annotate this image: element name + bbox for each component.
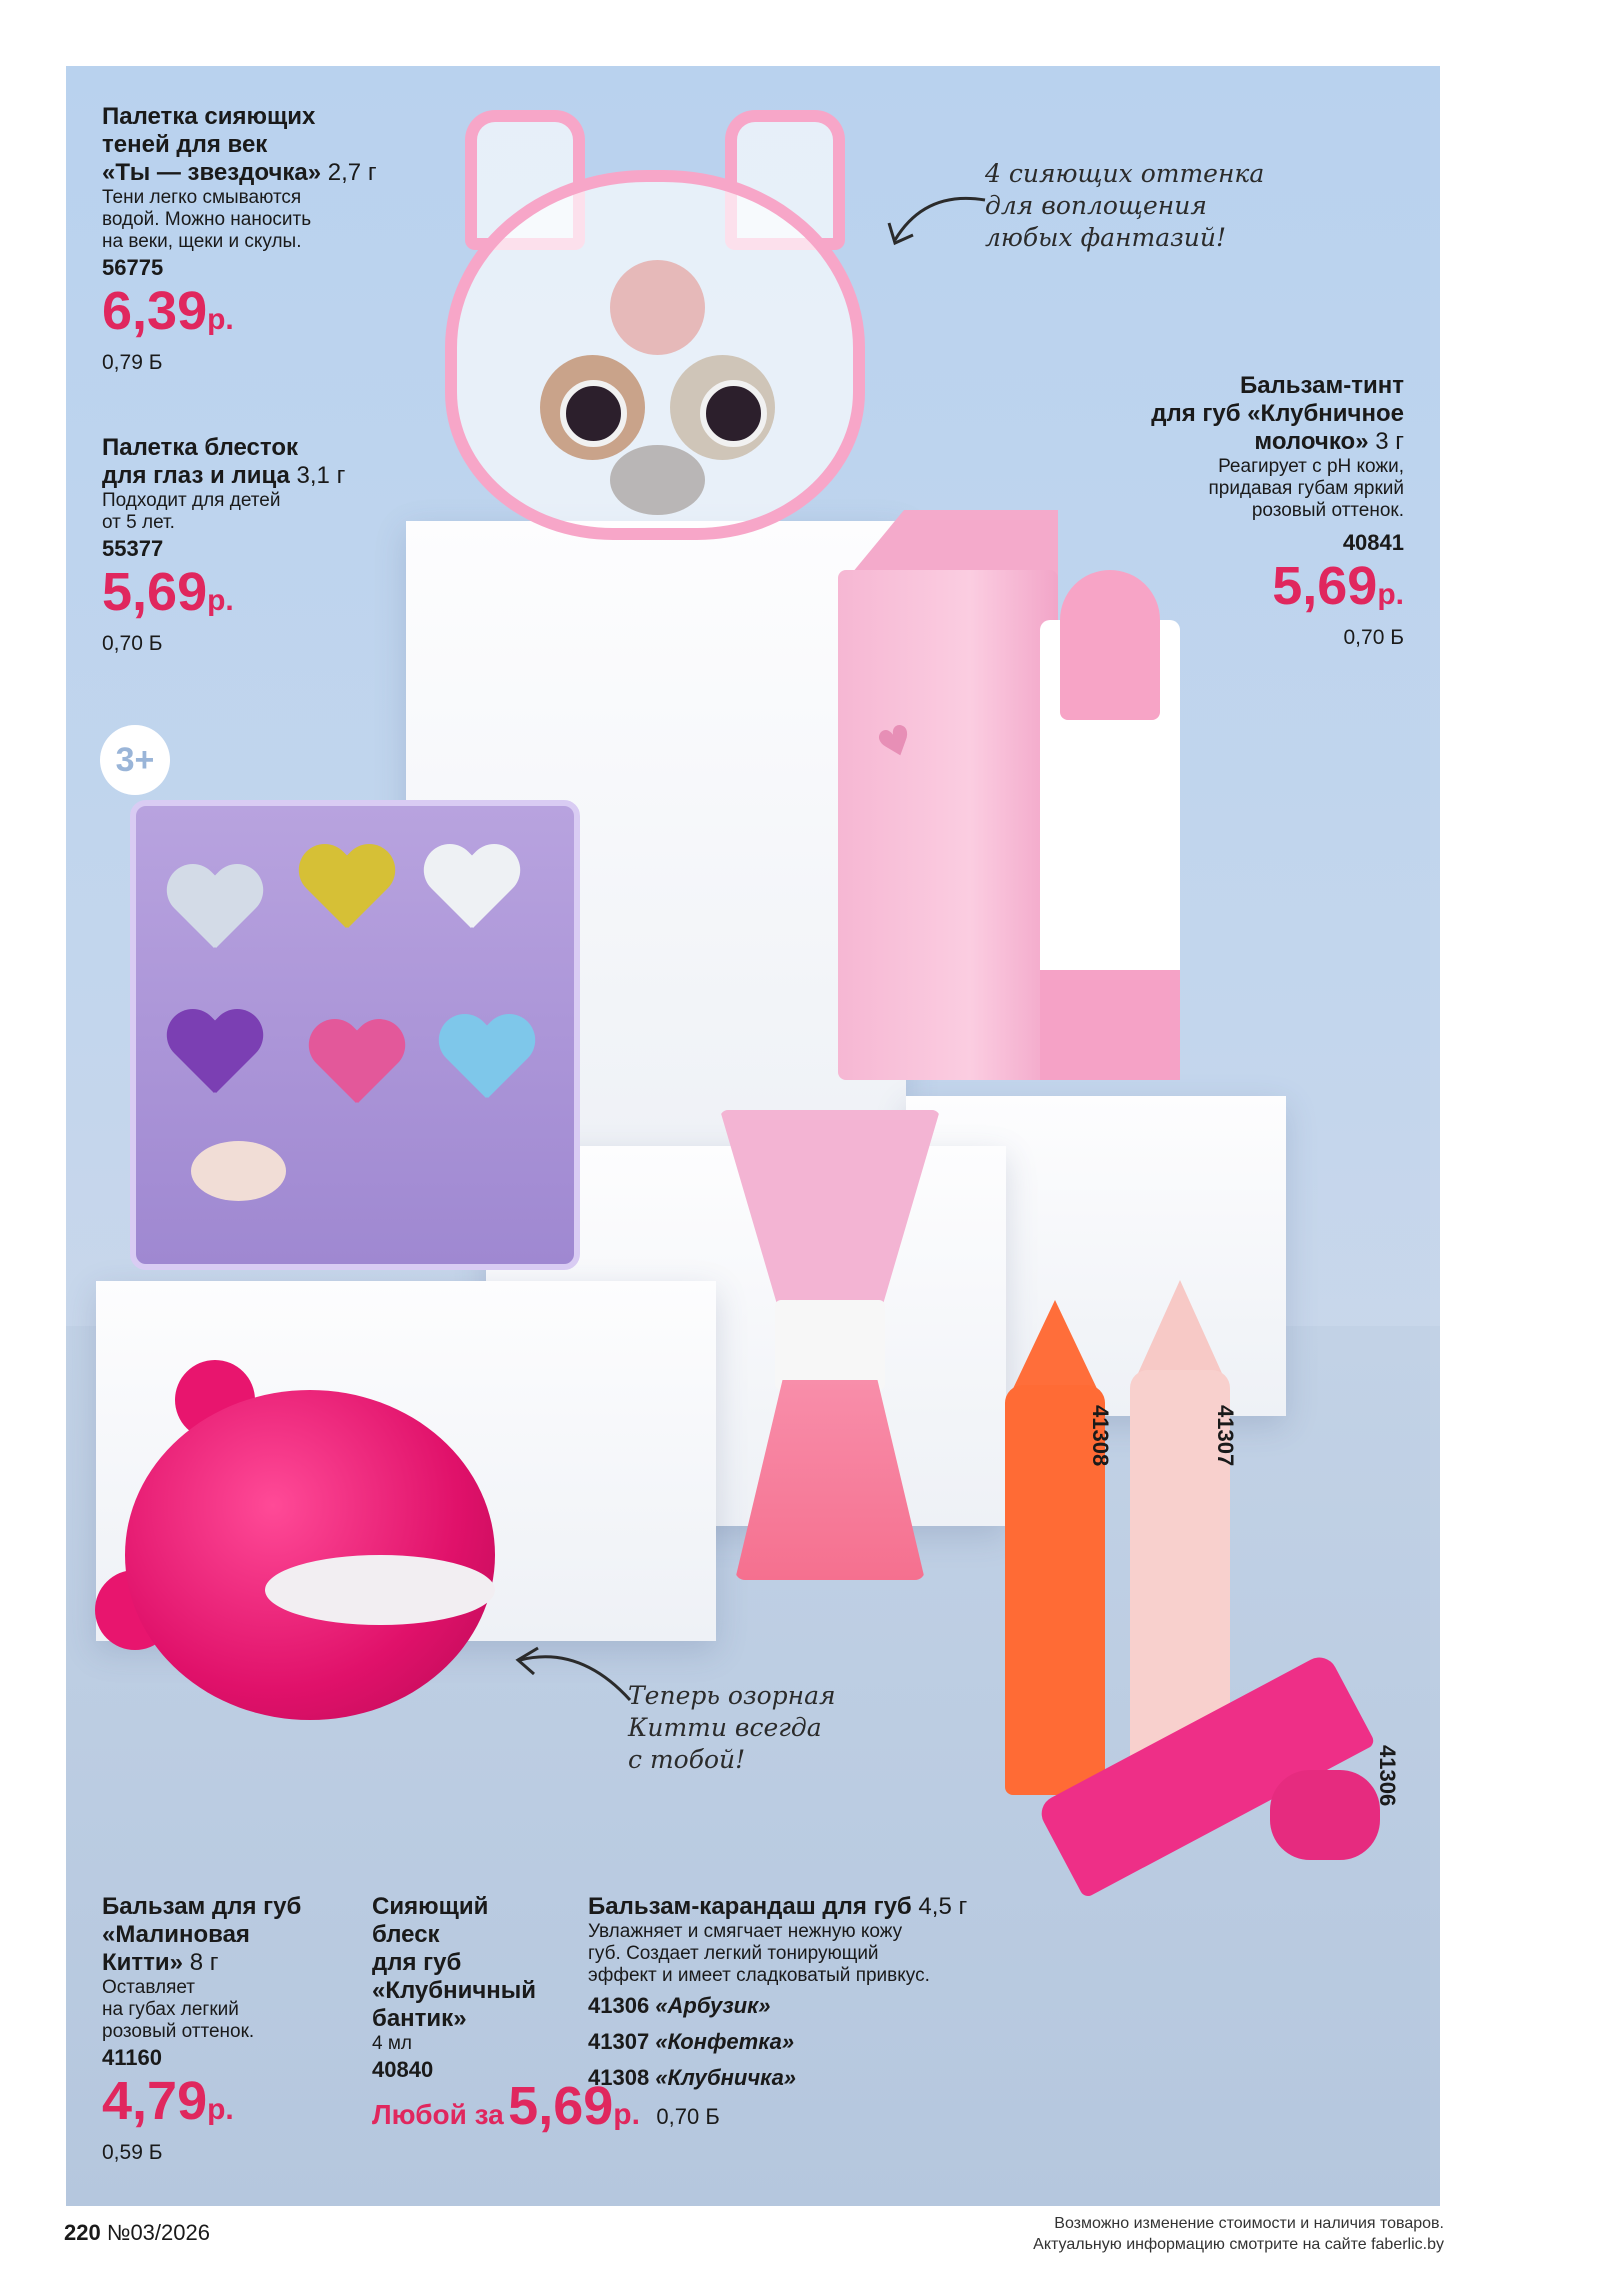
kitty-points: 0,59 Б	[102, 2141, 163, 2164]
glitter-code: 55377	[102, 536, 164, 561]
age-badge: 3+	[100, 725, 170, 795]
eyeshadow-points: 0,79 Б	[102, 351, 163, 374]
gloss-title-line2: блеск	[372, 1921, 440, 1948]
glitter-blue-icon	[436, 1016, 536, 1106]
callout-shades	[985, 158, 1325, 254]
crayon-variant-code: 41308	[588, 2065, 650, 2090]
shadow-pan-rose	[610, 260, 705, 355]
any-offer-label: Любой за	[372, 2099, 504, 2130]
eyeshadow-title-line1: Палетка сияющих	[102, 103, 316, 130]
glitter-price: 5,69	[102, 562, 208, 622]
kitty-title-line1: Бальзам для губ	[102, 1893, 302, 1920]
glitter-currency: р.	[207, 584, 234, 617]
glitter-palette-image	[130, 800, 580, 1270]
kitty-currency: р.	[207, 2093, 234, 2126]
page-number: 220	[64, 2220, 101, 2245]
gloss-title-line1: Сияющий	[372, 1893, 489, 1920]
glitter-purple-icon	[164, 1011, 264, 1101]
glitter-silver-icon	[164, 866, 264, 956]
callout-kitty-arrow-icon	[500, 1640, 640, 1720]
glitter-desc-line1: Подходит для детей	[102, 490, 281, 511]
tint-title-line1: Бальзам-тинт	[1239, 372, 1404, 399]
eyeshadow-price: 6,39	[102, 281, 208, 341]
any-offer-price: 5,69	[508, 2076, 614, 2136]
glitter-gold-icon	[296, 846, 396, 936]
milk-carton-image	[838, 570, 1058, 1080]
lip-gloss-neck	[775, 1300, 885, 1390]
callout-kitty-line3: с тобой!	[628, 1745, 746, 1774]
gloss-product	[372, 1893, 572, 2083]
cat-eye-right-icon	[700, 380, 767, 447]
footer-disclaimer	[884, 2213, 1444, 2255]
tint-title-line3: молочко»	[1254, 428, 1369, 455]
any-offer-currency: р.	[613, 2098, 640, 2131]
eyeshadow-weight: 2,7 г	[327, 159, 377, 186]
tint-title-line2: для губ «Клубничное	[1151, 400, 1404, 427]
kitty-price: 4,79	[102, 2071, 208, 2131]
highlighter-pan	[191, 1141, 286, 1201]
crayon-variant-name: «Арбузик»	[655, 1993, 771, 2018]
kitty-balm-surface	[265, 1555, 495, 1625]
glitter-points: 0,70 Б	[102, 632, 163, 655]
crayon-variant	[588, 2029, 1108, 2055]
callout-shades-line2: для воплощения	[985, 191, 1207, 220]
callout-kitty-line2: Китти всегда	[628, 1713, 822, 1742]
eyeshadow-desc-line2: водой. Можно наносить	[102, 209, 312, 230]
eyeshadow-desc-line3: на веки, щеки и скулы.	[102, 231, 302, 252]
crayon-weight: 4,5 г	[918, 1893, 968, 1920]
kitty-weight: 8 г	[189, 1949, 219, 1976]
crayon-label-41307: 41307	[1213, 1405, 1238, 1467]
crayon-label-41308: 41308	[1088, 1405, 1113, 1467]
glitter-product	[102, 434, 422, 657]
gloss-code: 40840	[372, 2057, 434, 2082]
tint-points: 0,70 Б	[1343, 626, 1404, 649]
footer-note-line1: Возможно изменение стоимости и наличия товаров.	[1054, 2215, 1444, 2232]
crayon-pink-cap	[1270, 1770, 1380, 1860]
crayon-label-41306: 41306	[1375, 1745, 1400, 1807]
kitty-desc-line2: на губах легкий	[102, 1999, 239, 2020]
crayon-title: Бальзам-карандаш для губ	[588, 1893, 912, 1920]
crayon-desc-line2: губ. Создает легкий тонирующий	[588, 1943, 879, 1964]
crayon-variant-name: «Конфетка»	[655, 2029, 795, 2054]
crayon-variant	[588, 1993, 1108, 2019]
glitter-title-line2: для глаз и лица	[102, 462, 290, 489]
gloss-weight: 4 мл	[372, 2033, 412, 2054]
kitty-balm-image	[95, 1360, 515, 1760]
cat-eye-left-icon	[560, 380, 627, 447]
callout-shades-line1: 4 сияющих оттенка	[985, 159, 1265, 188]
any-offer-points: 0,70 Б	[656, 2104, 720, 2129]
kitty-desc-line3: розовый оттенок.	[102, 2021, 255, 2042]
gloss-title-line3: для губ	[372, 1949, 462, 1976]
eyeshadow-desc-line1: Тени легко смываются	[102, 187, 302, 208]
crayon-desc-line1: Увлажняет и смягчает нежную кожу	[588, 1921, 903, 1942]
crayon-product	[588, 1893, 1108, 2091]
glitter-pink-icon	[306, 1021, 406, 1111]
tint-currency: р.	[1377, 578, 1404, 611]
tint-desc-line1: Реагирует с pH кожи,	[1218, 456, 1404, 477]
eyeshadow-title-line3: «Ты — звездочка»	[102, 159, 322, 186]
shadow-pan-silver	[610, 445, 705, 515]
footer-note-line2: Актуальную информацию смотрите на сайте faberlic.by	[1033, 2236, 1444, 2253]
callout-kitty	[628, 1680, 888, 1776]
page-footer	[64, 2220, 210, 2246]
kitty-body	[125, 1390, 495, 1720]
issue-number: №03/2026	[106, 2220, 210, 2245]
crayon-variant-code: 41306	[588, 1993, 650, 2018]
crayon-variant-code: 41307	[588, 2029, 650, 2054]
kitty-title-line2: «Малиновая	[102, 1921, 250, 1948]
callout-shades-line3: любых фантазий!	[985, 223, 1227, 252]
lip-balm-script-icon: ♥	[871, 715, 921, 771]
glitter-desc-line2: от 5 лет.	[102, 512, 175, 533]
tint-weight: 3 г	[1375, 428, 1404, 455]
tint-code: 40841	[1342, 530, 1404, 555]
kitty-title-line3: Китти»	[102, 1949, 184, 1976]
lip-balm-base	[1040, 970, 1180, 1080]
crayon-variant-name: «Клубничка»	[655, 2065, 797, 2090]
callout-kitty-line1: Теперь озорная	[628, 1681, 836, 1710]
glitter-white-icon	[421, 846, 521, 936]
crayon-desc-line3: эффект и имеет сладковатый привкус.	[588, 1965, 930, 1986]
eyeshadow-currency: р.	[207, 303, 234, 336]
tint-price: 5,69	[1272, 556, 1378, 616]
tint-product	[1060, 372, 1404, 651]
any-offer	[372, 2075, 720, 2137]
eyeshadow-palette-image	[445, 110, 865, 540]
eyeshadow-title-line2: теней для век	[102, 131, 268, 158]
gloss-title-line4: «Клубничный	[372, 1977, 537, 2004]
tint-desc-line2: придавая губам яркий	[1208, 478, 1404, 499]
callout-arrow-icon	[875, 185, 995, 265]
glitter-title-line1: Палетка блесток	[102, 434, 298, 461]
kitty-desc-line1: Оставляет	[102, 1977, 196, 1998]
kitty-product	[102, 1893, 342, 2166]
eyeshadow-product	[102, 103, 422, 376]
eyeshadow-code: 56775	[102, 255, 164, 280]
tint-desc-line3: розовый оттенок.	[1251, 500, 1404, 521]
glitter-weight: 3,1 г	[296, 462, 346, 489]
gloss-title-line5: бантик»	[372, 2005, 467, 2032]
kitty-code: 41160	[102, 2045, 162, 2070]
